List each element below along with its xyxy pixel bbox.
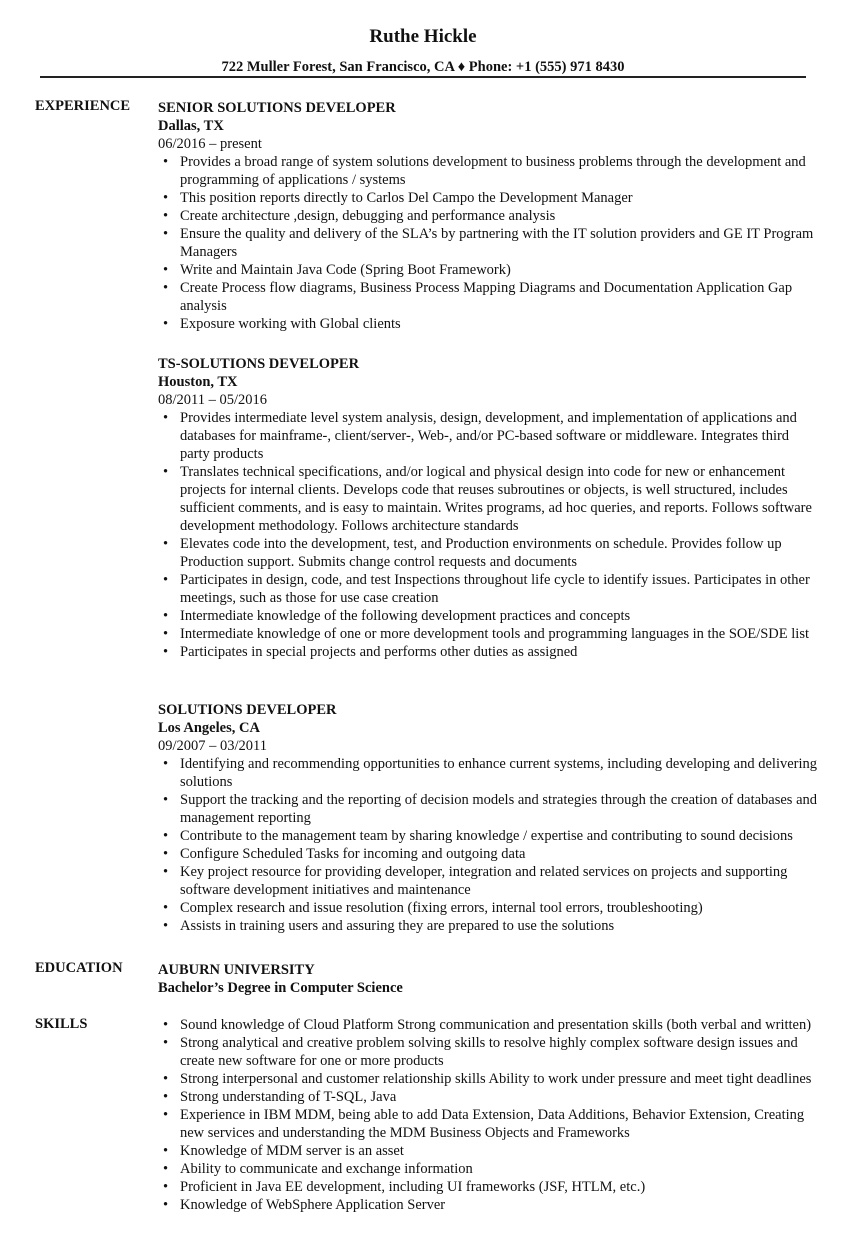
list-item: • Strong analytical and creative problem solving skills to resolve highly complex software design issues and create new software for one or more products: [180, 1034, 818, 1070]
list-item: • Translates technical specifications, and/or logical and physical design into code for new or enhancement projects for internal clients. Develops code that reuses subroutines or objects, is well structured, includes sufficient comments, and is easy to maintain. Writes programs, ad hoc queries, and reports. Follows software development methodology. Follows architecture standards: [180, 463, 818, 535]
job-location: Houston, TX: [158, 374, 238, 390]
list-item: • Exposure working with Global clients: [180, 315, 818, 333]
list-item: • Ability to communicate and exchange information: [180, 1160, 818, 1178]
list-item: • Strong interpersonal and customer relationship skills Ability to work under pressure and meet tight deadlines: [180, 1070, 818, 1088]
skills-list: [158, 1016, 818, 1214]
section-heading-skills: SKILLS: [35, 1016, 88, 1032]
job-title: TS-SOLUTIONS DEVELOPER: [158, 356, 360, 372]
list-item: • Complex research and issue resolution (fixing errors, internal tool errors, troubleshooting): [180, 899, 818, 917]
list-item: • Create Process flow diagrams, Business Process Mapping Diagrams and Documentation Application Gap analysis: [180, 279, 818, 315]
job-location: Dallas, TX: [158, 118, 224, 134]
list-item: • Ensure the quality and delivery of the SLA’s by partnering with the IT solution providers and GE IT Program Managers: [180, 225, 818, 261]
job-entry: [158, 355, 818, 661]
candidate-name: Ruthe Hickle: [369, 26, 477, 47]
list-item: • Sound knowledge of Cloud Platform Strong communication and presentation skills (both verbal and written): [180, 1016, 818, 1034]
list-item: • Configure Scheduled Tasks for incoming and outgoing data: [180, 845, 818, 863]
list-item: • Write and Maintain Java Code (Spring Boot Framework): [180, 261, 818, 279]
contact-line: 722 Muller Forest, San Francisco, CA ♦ Phone: +1 (555) 971 8430: [221, 59, 625, 75]
job-title: SOLUTIONS DEVELOPER: [158, 702, 337, 718]
list-item: • Provides intermediate level system analysis, design, development, and implementation of applications and databases for mainframe-, client/server-, Web-, and/or PC-based software or middleware. Integrates third party products: [180, 409, 818, 463]
list-item: • Support the tracking and the reporting of decision models and strategies through the creation of databases and management reporting: [180, 791, 818, 827]
list-item: • Intermediate knowledge of one or more development tools and programming languages in the SOE/SDE list: [180, 625, 818, 643]
job-dates: 09/2007 – 03/2011: [158, 738, 268, 754]
job-entry: [158, 701, 818, 935]
education-entry: [158, 961, 818, 997]
list-item: • Create architecture ,design, debugging and performance analysis: [180, 207, 818, 225]
list-item: • Contribute to the management team by sharing knowledge / expertise and contributing to sound decisions: [180, 827, 818, 845]
list-item: • This position reports directly to Carlos Del Campo the Development Manager: [180, 189, 818, 207]
list-item: • Knowledge of WebSphere Application Server: [180, 1196, 818, 1214]
list-item: • Elevates code into the development, test, and Production environments on schedule. Provides follow up Production support. Submits change control requests and documents: [180, 535, 818, 571]
list-item: • Strong understanding of T-SQL, Java: [180, 1088, 818, 1106]
list-item: • Intermediate knowledge of the following development practices and concepts: [180, 607, 818, 625]
section-heading-experience: EXPERIENCE: [35, 98, 131, 114]
job-dates: 08/2011 – 05/2016: [158, 392, 268, 408]
list-item: • Experience in IBM MDM, being able to add Data Extension, Data Additions, Behavior Extension, Creating new services and understanding the MDM Business Objects and Frameworks: [180, 1106, 818, 1142]
degree: Bachelor’s Degree in Computer Science: [158, 980, 403, 996]
list-item: • Proficient in Java EE development, including UI frameworks (JSF, HTLM, etc.): [180, 1178, 818, 1196]
list-item: • Identifying and recommending opportunities to enhance current systems, including developing and delivering solutions: [180, 755, 818, 791]
job-dates: 06/2016 – present: [158, 136, 262, 152]
job-bullets: [158, 755, 818, 935]
list-item: • Knowledge of MDM server is an asset: [180, 1142, 818, 1160]
list-item: • Assists in training users and assuring they are prepared to use the solutions: [180, 917, 818, 935]
section-heading-education: EDUCATION: [35, 960, 123, 976]
job-bullets: [158, 409, 818, 661]
header-divider: [40, 76, 806, 78]
list-item: • Participates in special projects and performs other duties as assigned: [180, 643, 818, 661]
list-item: • Provides a broad range of system solutions development to business problems through the development and programming of applications / systems: [180, 153, 818, 189]
job-bullets: [158, 153, 818, 333]
job-entry: [158, 99, 818, 333]
school-name: AUBURN UNIVERSITY: [158, 962, 315, 978]
skills-entry: [158, 1016, 818, 1214]
job-title: SENIOR SOLUTIONS DEVELOPER: [158, 100, 396, 116]
job-location: Los Angeles, CA: [158, 720, 260, 736]
list-item: • Key project resource for providing developer, integration and related services on projects and supporting software development initiatives and maintenance: [180, 863, 818, 899]
list-item: • Participates in design, code, and test Inspections throughout life cycle to identify issues. Participates in other meetings, such as those for use case creation: [180, 571, 818, 607]
